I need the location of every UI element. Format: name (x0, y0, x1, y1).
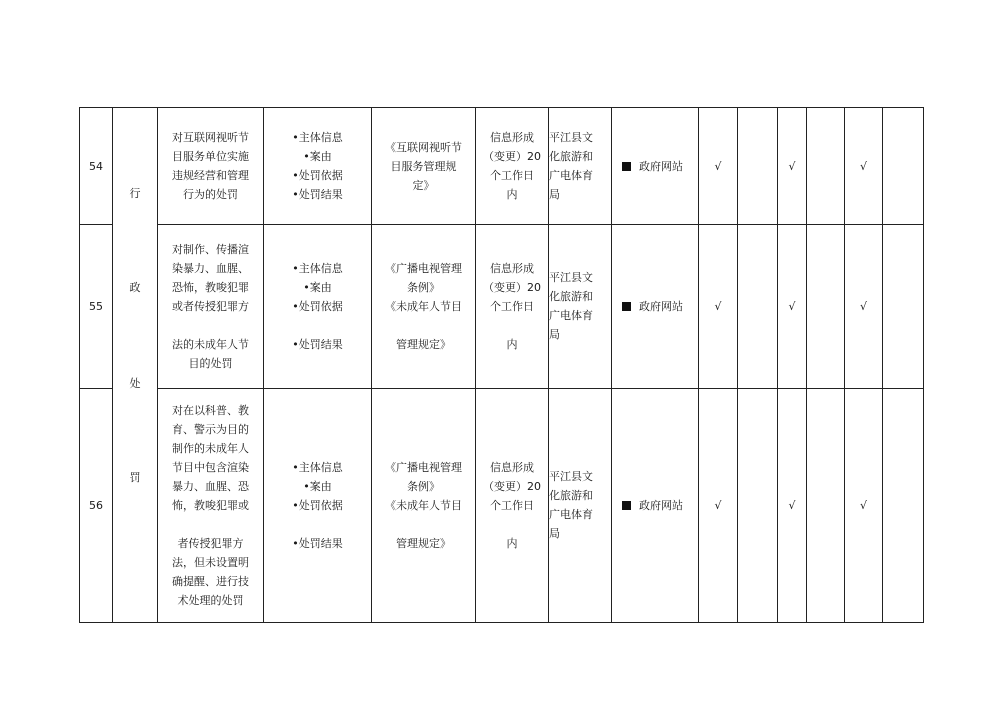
check-cell (738, 108, 778, 225)
content-line: •处罚依据 (292, 498, 343, 512)
content-line: •处罚结果 (292, 337, 343, 351)
disclosure-content (264, 108, 372, 225)
check-cell (807, 388, 845, 622)
check-cell: √ (778, 388, 807, 622)
category-char: 政 (129, 281, 141, 294)
basis-line: 《未成年人节目 (385, 299, 462, 313)
desc-line: 对制作、传播渲 (172, 242, 249, 256)
period-line: （变更）20 (483, 150, 541, 164)
check-cell (883, 108, 924, 225)
basis-line: 《未成年人节目 (385, 498, 462, 512)
content-line: •处罚结果 (292, 536, 343, 550)
basis-line: 管理规定》 (396, 536, 451, 550)
desc-line: 行为的处罚 (183, 188, 238, 202)
period-line: 内 (506, 536, 518, 550)
time-limit (476, 108, 549, 225)
check-cell: √ (845, 388, 883, 622)
dept-line: 化旅游和 (549, 290, 593, 304)
period-line: 个工作日 (490, 498, 534, 512)
time-limit (476, 225, 549, 388)
check-cell (807, 108, 845, 225)
period-line: 个工作日 (490, 299, 534, 313)
check-cell: √ (699, 108, 738, 225)
desc-line: 目服务单位实施 (172, 150, 249, 164)
dept-line: 广电体育 (549, 309, 593, 323)
desc-line: 法，但未设置明 (172, 555, 249, 569)
disclosure-content (264, 388, 372, 622)
responsible-department (549, 388, 612, 622)
basis-line: 《广播电视管理 (385, 460, 462, 474)
disclosure-channel (612, 388, 699, 622)
dept-line: 广电体育 (549, 508, 593, 522)
dept-line: 平江县文 (549, 470, 593, 484)
filled-square-icon (622, 501, 631, 510)
time-limit (476, 388, 549, 622)
content-line: •主体信息 (292, 261, 343, 275)
legal-basis (372, 108, 476, 225)
table-row (80, 108, 924, 225)
dept-line: 局 (549, 188, 560, 202)
content-line: •主体信息 (292, 460, 343, 474)
content-line: •案由 (303, 150, 332, 164)
desc-line: 法的未成年人节 (172, 337, 249, 351)
desc-line: 者传授犯罪方 (177, 536, 244, 550)
content-line: •主体信息 (292, 131, 343, 145)
responsible-department (549, 225, 612, 388)
check-cell: √ (778, 108, 807, 225)
period-line: 个工作日 (490, 169, 534, 183)
desc-line: 或者传授犯罪方 (172, 299, 249, 313)
check-cell: √ (699, 388, 738, 622)
period-line: 信息形成 (490, 261, 534, 275)
dept-line: 广电体育 (549, 169, 593, 183)
period-line: （变更）20 (483, 479, 541, 493)
disclosure-channel (612, 108, 699, 225)
basis-line: 《互联网视听节 (385, 140, 462, 154)
category-char: 罚 (129, 471, 141, 484)
dept-line: 化旅游和 (549, 489, 593, 503)
period-line: 信息形成 (490, 460, 534, 474)
content-line: •处罚依据 (292, 299, 343, 313)
period-line: 内 (506, 188, 518, 202)
table-row (80, 225, 924, 388)
content-line: •案由 (303, 280, 332, 294)
table-row (80, 388, 924, 622)
check-cell (883, 388, 924, 622)
check-cell: √ (845, 225, 883, 388)
legal-basis (372, 225, 476, 388)
check-cell (738, 225, 778, 388)
check-cell: √ (699, 225, 738, 388)
desc-line: 对互联网视听节 (172, 131, 249, 145)
desc-line: 制作的未成年人 (172, 441, 249, 455)
basis-line: 《广播电视管理 (385, 261, 462, 275)
dept-line: 平江县文 (549, 131, 593, 145)
desc-line: 确提醒、进行技 (172, 574, 249, 588)
desc-line: 育、警示为目的 (172, 422, 249, 436)
desc-line: 术处理的处罚 (177, 593, 244, 607)
dept-line: 局 (549, 328, 560, 342)
dept-line: 化旅游和 (549, 150, 593, 164)
dept-line: 平江县文 (549, 271, 593, 285)
disclosure-channel (612, 225, 699, 388)
check-cell (883, 225, 924, 388)
period-line: 内 (506, 337, 518, 351)
check-cell (738, 388, 778, 622)
desc-line: 违规经营和管理 (172, 169, 249, 183)
category-char: 行 (129, 187, 141, 200)
desc-line: 目的处罚 (188, 356, 233, 370)
period-line: （变更）20 (483, 280, 541, 294)
channel-label: 政府网站 (639, 159, 683, 173)
desc-line: 对在以科普、教 (172, 403, 249, 417)
channel-label: 政府网站 (639, 299, 683, 313)
row-number: 54 (80, 108, 113, 225)
item-description (158, 108, 264, 225)
basis-line: 管理规定》 (396, 337, 451, 351)
responsible-department (549, 108, 612, 225)
basis-line: 目服务管理规 (390, 159, 457, 173)
disclosure-table (79, 107, 924, 623)
check-cell: √ (845, 108, 883, 225)
desc-line: 怖，教唆犯罪或 (172, 498, 249, 512)
filled-square-icon (622, 162, 631, 171)
content-line: •案由 (303, 479, 332, 493)
content-line: •处罚结果 (292, 188, 343, 202)
filled-square-icon (622, 302, 631, 311)
basis-line: 定》 (412, 178, 435, 192)
item-description (158, 388, 264, 622)
desc-line: 染暴力、血腥、 (172, 261, 249, 275)
category-cell (113, 108, 158, 623)
desc-line: 节目中包含渲染 (172, 460, 249, 474)
row-number: 55 (80, 225, 113, 388)
check-cell: √ (778, 225, 807, 388)
content-line: •处罚依据 (292, 169, 343, 183)
period-line: 信息形成 (490, 131, 534, 145)
basis-line: 条例》 (407, 280, 440, 294)
desc-line: 恐怖，教唆犯罪 (172, 280, 249, 294)
row-number: 56 (80, 388, 113, 622)
desc-line: 暴力、血腥、恐 (172, 479, 249, 493)
dept-line: 局 (549, 527, 560, 541)
basis-line: 条例》 (407, 479, 440, 493)
disclosure-content (264, 225, 372, 388)
channel-label: 政府网站 (639, 498, 683, 512)
check-cell (807, 225, 845, 388)
category-char: 处 (129, 377, 141, 390)
item-description (158, 225, 264, 388)
legal-basis (372, 388, 476, 622)
